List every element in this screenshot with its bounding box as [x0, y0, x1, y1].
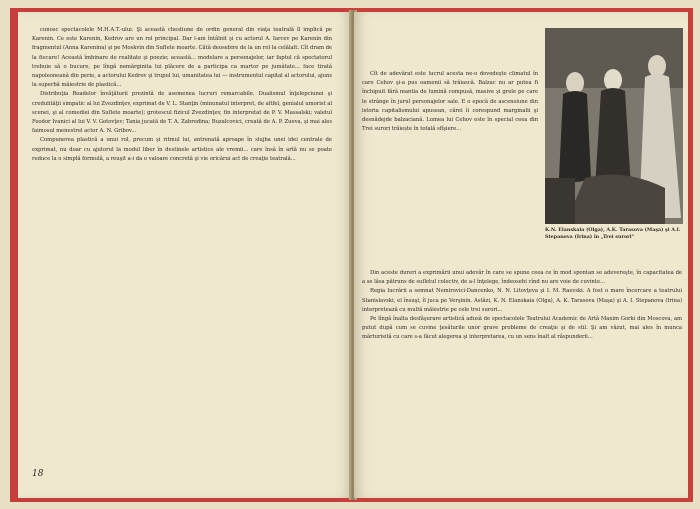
photo-of-three-actresses: [545, 28, 683, 224]
paragraph: Pe lîngă înalta desfăşurare artistică adusă de spectacolele Teatrului Academic de Artă Maxim Gorki din Moscova, am putut după cum se cuvine ţesăturile unor grave probleme de creaţie şi de stil. Şi am văzut, mai ales în munca mărturisită cu care s-a făcut alegerea şi interpretarea, cu un sens înalt al răspunderii...: [362, 316, 682, 341]
photo-caption: K.N. Elanskaia (Olga), A.K. Tarasova (Maşa) şi A.I. Stepanova (Irina) în „Trei surori": [545, 227, 681, 240]
right-page: [354, 12, 688, 498]
page-number: 18: [32, 469, 44, 479]
paragraph: Distribuţia Roadelor învăţăturii prezintă de asemenea lucruri remarcabile. Dualismul înţelepciunei şi credulităţii simpatic al lui Zvezdinţev, exprimat de V. L. Stanţin (minunatul interpret, de altfel, genialul umorist al scenei, şi al comediei din Suflete moarte); grotescul fizicul Zvezdinţev, fin interpretat de P. V. Massalski; valetul Feodor Ivanici al lui V. V. Gotovţev; Tania jucată de T. A. Zabrodina; Buzalcovici, creată de A. P. Zueva, şi mai ales faimosul menestrel actor A. N. Gribov...: [32, 91, 332, 135]
right-page-bottom-column: [362, 269, 682, 343]
stage-photo: [545, 28, 683, 224]
paragraph: Cît de adevărat este lucrul acesta ne-o dovedeşte climatul în care Cehov şi-a pus oamenii să trăiască. Balzac nu ar putea fi închipuit fără mantia de lumină compusă, masive şi grele pe care le strânge în jurul personajelor sale. E o epocă de ascensiune din istoria capitalismului apusean, cărei îi corespund marginalii şi desnădejde balzaciană. Lumea lui Cehov este în special ceea din Trei surori trăiește în totală sfîşiere...: [362, 71, 538, 133]
left-page: [18, 12, 352, 498]
left-page-body: [32, 26, 332, 164]
paragraph: Compunerea plastică a unui rol, precum şi ritmul lui, antrenată aproape în slujba unei idei centrale de exprimat, nu doar cu ajutorul la modul liber în destinele artistice ale vremii... care însă în artă nu se poate reduce la o simplă formulă, a reuşit a-i da o valoare concretă şi vie oricărui act de creaţie teatrală...: [32, 137, 332, 162]
paragraph: Din aceste dureri a exprimării unui adevăr în care se spune ceea ce în mod spontan se adevereşte, în capacitatea de a se lăsa pătruns de sufletul colectiv, de a-l înţelege, îndeosebi cînd nu are voie de cuvinte...: [362, 270, 682, 286]
paragraph: cunosc spectacolele M.H.A.T.-ului. Şi această chestiune de ordin general din viaţa teatrală îl implică pe Karenin. Ce este Karenin, Kedrov are un rol principal. Dar l-am întâlnit şi cu actorul A. Iarcev pe Karenin din fragmentul (Anna Karenina) şi pe Moskvin din Suflete moarte. Câtă deosebire de la un rol la celălalt. Cît dram de la fiecare! Această îmbinare de realitate şi poezie; această... modelare a personajelor, iar faptul că spectatorul trebuie să o bucure, pe lîngă nemărginita lui plăcere de a participa ca martor pe jumătate... face tirată napoleoneană din perie, a actorului Kedrov şi trupul lui, umanitatea lui — instrumentul capital al actorului, ajuns la superbă măiestrie de plastică...: [32, 27, 332, 89]
paragraph: Regia lucrării a semnat Nemirovici-Dancenko, N. N. Litovţeva şi I. M. Raevski. A fost o mare încercare a teatrului Stanislavski, el însuşi, îl juca pe Verşinin. Astăzi, K. N. Elanskaia (Olga), A. K. Tarasova (Maşa) şi A. I. Stepanova (Irina) interpretează cu multă măiestrie pe cele trei surori...: [362, 288, 682, 313]
right-page-top-column: [362, 70, 538, 134]
